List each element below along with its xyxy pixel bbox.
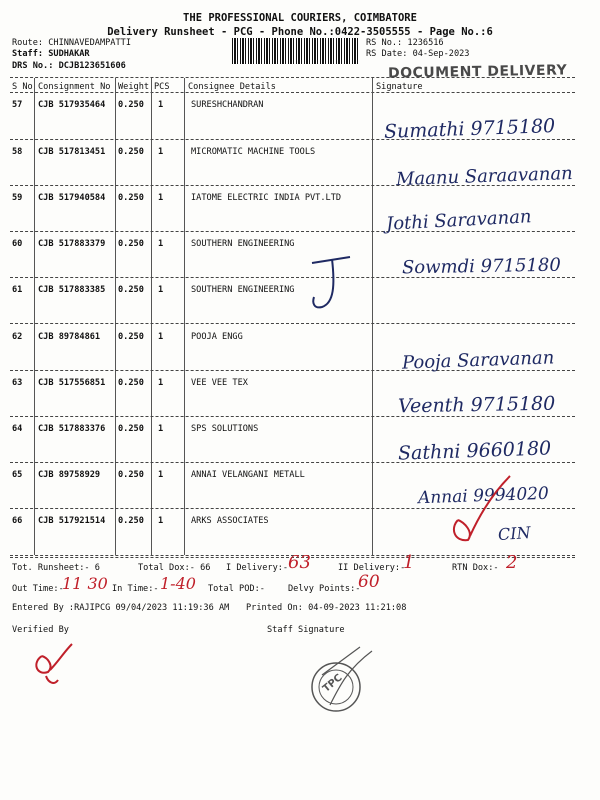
- total-dox: Total Dox:- 66: [138, 563, 211, 573]
- row-sno: 59: [12, 193, 23, 203]
- row-weight: 0.250: [118, 239, 144, 249]
- row-weight: 0.250: [118, 516, 144, 526]
- row-sno: 60: [12, 239, 23, 249]
- row-weight: 0.250: [118, 147, 144, 157]
- row-divider: [10, 416, 575, 417]
- rtn-dox-label: RTN Dox:-: [452, 563, 499, 573]
- rs-date: RS Date: 04-Sep-2023: [366, 49, 470, 59]
- row-consignee: MICROMATIC MACHINE TOOLS: [191, 147, 316, 157]
- row-pcs: 1: [158, 516, 164, 526]
- tot-runsheet: Tot. Runsheet:- 6: [12, 563, 100, 573]
- i-delivery-value: 63: [288, 552, 311, 573]
- divider: [10, 92, 575, 93]
- document-delivery-stamp: DOCUMENT DELIVERY: [387, 62, 568, 82]
- row-pcs: 1: [158, 378, 164, 388]
- out-time-label: Out Time:-: [12, 584, 64, 594]
- col-weight: Weight: [118, 82, 150, 92]
- column-line: [151, 78, 152, 555]
- column-line: [184, 78, 185, 555]
- drs-label: DRS No.: DCJB123651606: [12, 61, 126, 71]
- row-weight: 0.250: [118, 285, 144, 295]
- handwritten-signature: Sathni 9660180: [397, 437, 552, 465]
- row-consignment: CJB 517556851: [38, 378, 106, 388]
- row-consignment: CJB 89758929: [38, 470, 101, 480]
- handwritten-signature: Annai 9994020: [417, 483, 550, 509]
- row-weight: 0.250: [118, 424, 144, 434]
- row-pcs: 1: [158, 332, 164, 342]
- in-time-value: 1-40: [160, 574, 196, 593]
- row-divider: [10, 277, 575, 278]
- in-time-label: In Time:-: [112, 584, 159, 594]
- col-sno: S No: [12, 82, 33, 92]
- ii-delivery-label: II Delivery:-: [338, 563, 406, 573]
- col-signature: Signature: [376, 82, 423, 92]
- row-weight: 0.250: [118, 470, 144, 480]
- rtn-dox-value: 2: [506, 552, 518, 573]
- handwritten-signature: Sowmdi 9715180: [401, 254, 561, 279]
- column-line: [34, 78, 35, 555]
- divider: [10, 77, 575, 78]
- route-label: Route: CHINNAVEDAMPATTI: [12, 38, 131, 48]
- row-consignee: SPS SOLUTIONS: [191, 424, 259, 434]
- row-pcs: 1: [158, 239, 164, 249]
- col-consignment: Consignment No: [38, 82, 111, 92]
- row-consignee: SURESHCHANDRAN: [191, 100, 264, 110]
- row-consignee: POOJA ENGG: [191, 332, 243, 342]
- total-pod-label: Total POD:-: [208, 584, 265, 594]
- rs-no: RS No.: 1236516: [366, 38, 444, 48]
- staff-signature-label: Staff Signature: [267, 625, 345, 635]
- row-consignment: CJB 517883385: [38, 285, 106, 295]
- verified-by-label: Verified By: [12, 625, 69, 635]
- row-divider: [10, 323, 575, 324]
- row-sno: 62: [12, 332, 23, 342]
- handwritten-signature: Jothi Saravanan: [385, 206, 533, 235]
- row-consignment: CJB 517921514: [38, 516, 106, 526]
- delvy-points-value: 60: [358, 572, 380, 592]
- row-pcs: 1: [158, 470, 164, 480]
- row-divider: [10, 462, 575, 463]
- row-sno: 64: [12, 424, 23, 434]
- row-pcs: 1: [158, 100, 164, 110]
- staff-label: Staff: SUDHAKAR: [12, 49, 90, 59]
- company-title: THE PROFESSIONAL COURIERS, COIMBATORE: [183, 12, 417, 24]
- barcode: [232, 38, 360, 64]
- tpc-stamp: [300, 645, 380, 725]
- entered-by: Entered By :RAJIPCG 09/04/2023 11:19:36 AM: [12, 603, 230, 613]
- row-consignment: CJB 517883376: [38, 424, 106, 434]
- row-weight: 0.250: [118, 332, 144, 342]
- i-delivery-label: I Delivery:-: [226, 563, 289, 573]
- column-line: [372, 78, 373, 555]
- row-consignment: CJB 517935464: [38, 100, 106, 110]
- row-divider: [10, 231, 575, 232]
- row-consignment: CJB 517940584: [38, 193, 106, 203]
- printed-on: Printed On: 04-09-2023 11:21:08: [246, 603, 407, 613]
- runsheet-title: Delivery Runsheet - PCG - Phone No.:0422-3505555 - Page No.:6: [107, 26, 493, 38]
- handwritten-signature: Veenth 9715180: [397, 392, 556, 418]
- row-consignee: IATOME ELECTRIC INDIA PVT.LTD: [191, 193, 342, 203]
- row-consignee: ARKS ASSOCIATES: [191, 516, 269, 526]
- row-consignment: CJB 89784861: [38, 332, 101, 342]
- delvy-points-label: Delvy Points:-: [288, 584, 361, 594]
- column-line: [115, 78, 116, 555]
- row-sno: 58: [12, 147, 23, 157]
- ink-mark: [310, 255, 370, 315]
- verified-signature: [28, 640, 78, 690]
- row-pcs: 1: [158, 147, 164, 157]
- red-tick-mark: [440, 470, 520, 550]
- row-weight: 0.250: [118, 378, 144, 388]
- stamp-text: TPC: [320, 672, 345, 695]
- row-sno: 65: [12, 470, 23, 480]
- handwritten-signature: Sumathi 9715180: [383, 115, 556, 143]
- row-consignment: CJB 517883379: [38, 239, 106, 249]
- row-consignment: CJB 517813451: [38, 147, 106, 157]
- handwritten-signature: Pooja Saravanan: [401, 347, 555, 374]
- handwritten-signature: Maanu Saraavanan: [395, 162, 574, 191]
- row-sno: 61: [12, 285, 23, 295]
- row-sno: 57: [12, 100, 23, 110]
- row-sno: 66: [12, 516, 23, 526]
- ii-delivery-value: 1: [403, 552, 415, 573]
- out-time-value: 11 30: [62, 574, 108, 593]
- col-pcs: PCS: [154, 82, 170, 92]
- row-consignee: SOUTHERN ENGINEERING: [191, 239, 295, 249]
- row-sno: 63: [12, 378, 23, 388]
- row-weight: 0.250: [118, 193, 144, 203]
- row-weight: 0.250: [118, 100, 144, 110]
- row-consignee: ANNAI VELANGANI METALL: [191, 470, 305, 480]
- row-pcs: 1: [158, 424, 164, 434]
- row-consignee: VEE VEE TEX: [191, 378, 248, 388]
- col-details: Consignee Details: [188, 82, 276, 92]
- handwritten-note: CIN: [497, 522, 532, 545]
- row-consignee: SOUTHERN ENGINEERING: [191, 285, 295, 295]
- row-pcs: 1: [158, 193, 164, 203]
- row-pcs: 1: [158, 285, 164, 295]
